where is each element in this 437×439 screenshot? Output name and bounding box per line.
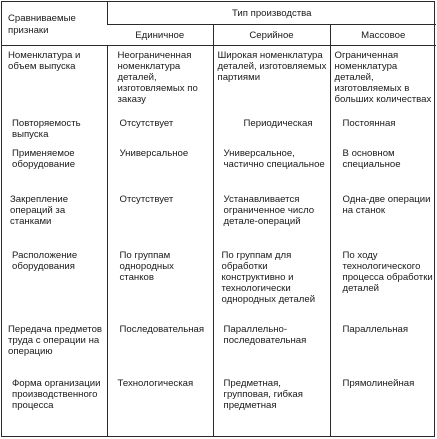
value-cell-serial: Универсальное, частично специальное [213,144,330,190]
value-cell-mass: Одна-две операции на станок [330,190,436,246]
criterion-cell: Расположение оборудования [12,249,78,272]
value-cell-mass: По ходу технологического процесса обработки деталей [330,246,436,320]
value-cell-single: По группам однородных станков [107,246,213,320]
table-row [2,320,436,374]
value-cell-mass: В основном специальное [330,144,436,190]
column-header-single: Единичное [107,25,213,46]
criterion-cell: Номенклатура и объем выпуска [8,50,81,72]
table-row [2,114,436,144]
table-row [2,374,436,437]
table-row [2,246,436,320]
table-row [2,144,436,190]
table-row [2,46,436,114]
value-cell-serial: Периодическая [213,114,330,144]
value-cell-serial: Устанавливается ограниченное число детале-операций [213,190,330,246]
value-cell-serial: Предметная, групповая, гибкая предметная [213,374,330,437]
value-cell-single: Отсутствует [107,114,213,144]
production-type-header: Тип производства [107,2,436,25]
value-cell-serial: Широкая номенклатура деталей, изготовляемых партиями [213,46,330,114]
column-header-mass: Массовое [330,25,436,46]
value-cell-serial: По группам для обработки конструктивно и технологически однородных деталей [213,246,330,320]
production-types-table [2,2,436,436]
criterion-cell: Применяемое оборудование [12,147,76,170]
criterion-cell: Форма организации производственного процесса [12,377,101,411]
value-cell-single: Неограниченная номенклатура деталей, изготовляемых по заказу [107,46,213,114]
criterion-cell: Закрепление операций за станками [10,193,69,227]
value-cell-mass: Прямолинейная [330,374,436,437]
value-cell-single: Последовательная [107,320,213,374]
value-cell-mass: Ограниченная номенклатура деталей, изготовляемых в больших количествах [330,46,436,114]
value-cell-mass: Параллельная [330,320,436,374]
criteria-header: Сравниваемые признаки [2,2,107,46]
production-types-table-frame [1,1,435,437]
table-row [2,190,436,246]
value-cell-serial: Параллельно-последовательная [213,320,330,374]
value-cell-single: Отсутствует [107,190,213,246]
column-header-serial: Серийное [213,25,330,46]
value-cell-single: Универсальное [107,144,213,190]
value-cell-single: Технологическая [107,374,213,437]
value-cell-mass: Постоянная [330,114,436,144]
criterion-cell: Передача предметов труда с операции на операцию [8,323,102,357]
criterion-cell: Повторяемость выпуска [12,117,81,140]
header-row-main [2,2,436,25]
